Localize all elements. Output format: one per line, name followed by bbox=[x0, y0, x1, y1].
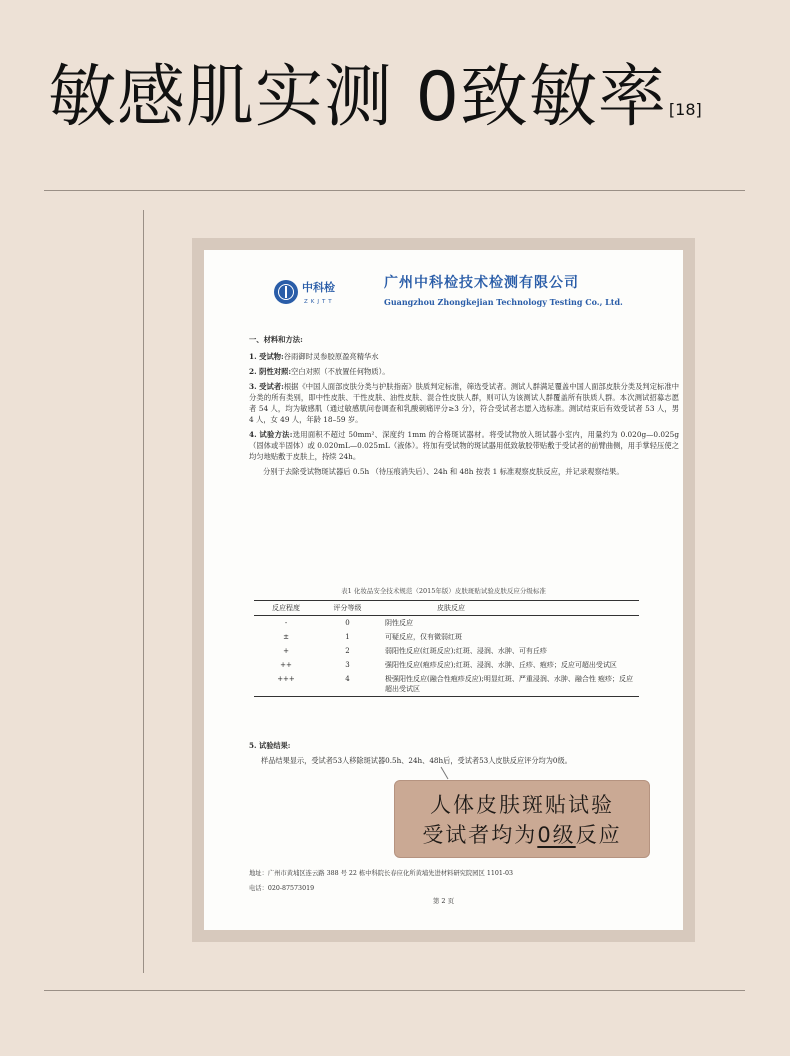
score-grade: 3 bbox=[345, 661, 350, 669]
reaction-degree: ++ bbox=[280, 661, 292, 669]
reaction-degree: + bbox=[283, 647, 289, 655]
bottom-divider bbox=[44, 990, 745, 991]
item-negative-control bbox=[249, 366, 679, 377]
callout-emphasis: 0级 bbox=[537, 823, 576, 847]
score-grade: 0 bbox=[345, 619, 350, 627]
result-heading: 5. 试验结果: bbox=[249, 741, 291, 750]
column-header: 反应程度 bbox=[254, 601, 318, 616]
item-label: 3. 受试者: bbox=[249, 382, 284, 391]
table-row bbox=[254, 672, 639, 697]
callout-line-1: 人体皮肤斑贴试验 bbox=[430, 793, 614, 817]
item-test-method bbox=[249, 429, 679, 462]
column-header: 评分等级 bbox=[318, 601, 377, 616]
item-text: 空白对照（不放置任何物质）。 bbox=[291, 367, 390, 376]
item-test-substance bbox=[249, 351, 679, 362]
item-label: 1. 受试物: bbox=[249, 352, 284, 361]
document-body bbox=[249, 334, 679, 481]
item-text: 选用面积不超过 50mm²、深度约 1mm 的合格斑试器材。将受试物放入斑试器小室内，用量约为 0.020g—0.025g（固体或半固体）或 0.020mL—0.025mL（液体）。将加有受试物的斑试器用低致敏胶带贴敷于受试者的前臂曲侧，用手掌轻压使之均匀地贴敷于皮肤上，持续 24h。 bbox=[249, 430, 679, 461]
table-row bbox=[254, 658, 639, 672]
table-caption: 表1 化妆品安全技术规范（2015年版）皮肤斑贴试验皮肤反应分级标准 bbox=[341, 587, 546, 595]
reaction-degree: +++ bbox=[254, 672, 318, 697]
callout-text: 受试者均为 bbox=[422, 823, 538, 847]
table-row bbox=[254, 630, 639, 644]
company-logo-icon bbox=[274, 280, 298, 304]
result-text: 样品结果显示，受试者53人移除斑试器0.5h、24h、48h后，受试者53人皮肤反应评分均为0级。 bbox=[261, 756, 572, 765]
logo-sub: ZKJTT bbox=[304, 299, 335, 305]
page-headline bbox=[48, 58, 702, 138]
column-header: 皮肤反应 bbox=[377, 601, 639, 616]
table-row bbox=[254, 644, 639, 658]
company-name-en: Guangzhou Zhongkejian Technology Testing Co., Ltd. bbox=[384, 297, 623, 307]
footer-telephone: 电话：020-87573019 bbox=[249, 885, 315, 892]
vertical-divider bbox=[143, 210, 144, 973]
item-label: 4. 试验方法: bbox=[249, 430, 293, 439]
skin-response: 可疑反应，仅有微弱红斑 bbox=[385, 633, 462, 641]
skin-response: 极强阳性反应(融合性疱疹反应);明显红斑、严重浸润、水肿、融合性 疱疹；反应超出受试区 bbox=[377, 672, 639, 697]
skin-response: 强阳性反应(疱疹反应);红斑、浸润、水肿、丘疹、疱疹；反应可超出受试区 bbox=[385, 661, 617, 669]
observation-paragraph: 分别于去除受试物斑试器后 0.5h （待压痕消失后）、24h 和 48h 按表 1 标准观察皮肤反应，并记录观察结果。 bbox=[263, 467, 624, 476]
skin-response: 弱阳性反应(红斑反应);红斑、浸润、水肿、可有丘疹 bbox=[385, 647, 547, 655]
result-callout bbox=[394, 780, 650, 858]
callout-pointer bbox=[441, 767, 449, 780]
page-number: 第 2 页 bbox=[432, 897, 455, 905]
reaction-degree: ± bbox=[283, 633, 289, 641]
score-grade: 1 bbox=[345, 633, 350, 641]
headline-text: 敏感肌实测 0致敏率 bbox=[48, 58, 667, 137]
reaction-degree: - bbox=[284, 619, 288, 627]
score-grade: 2 bbox=[345, 647, 350, 655]
item-text: 根据《中国人面部皮肤分类与护肤指南》肤质判定标准，筛选受试者。测试人群满足覆盖中国人面部皮肤分类及判定标准中分类的所有类别，即中性皮肤、干性皮肤、油性皮肤、混合性皮肤人群，则可认为该测试人群覆盖所有肤质人群。本次测试招募志愿者 54 人，均为敏感肌（通过敏感肌问卷调查和乳酸刺痛评分≥3 分），符合受试者志愿入选标准。测试结束后有效受试者 53 人，男 4 人，女 49 人，年龄 18–59 岁。 bbox=[249, 382, 679, 424]
item-subjects bbox=[249, 381, 679, 425]
callout-line-2 bbox=[395, 820, 649, 850]
company-name-cn: 广州中科检技术检测有限公司 bbox=[384, 275, 579, 291]
callout-text: 反应 bbox=[575, 823, 622, 847]
headline-reference: [18] bbox=[668, 100, 702, 119]
item-text: 谷雨御时灵参胶原盈亮精华水 bbox=[283, 352, 379, 361]
skin-response: 阴性反应 bbox=[385, 619, 413, 627]
item-label: 2. 阴性对照: bbox=[249, 367, 292, 376]
score-grade: 4 bbox=[318, 672, 377, 697]
section-title: 一、材料和方法: bbox=[249, 335, 303, 344]
footer-address: 地址：广州市黄埔区连云路 388 号 22 栋中科院长春应化所黄埔先进材料研究院园区 1101-03 bbox=[249, 870, 514, 877]
reaction-grade-table bbox=[254, 600, 639, 697]
logo-name: 中科检 bbox=[302, 281, 335, 294]
top-divider bbox=[44, 190, 745, 191]
table-row bbox=[254, 616, 639, 631]
